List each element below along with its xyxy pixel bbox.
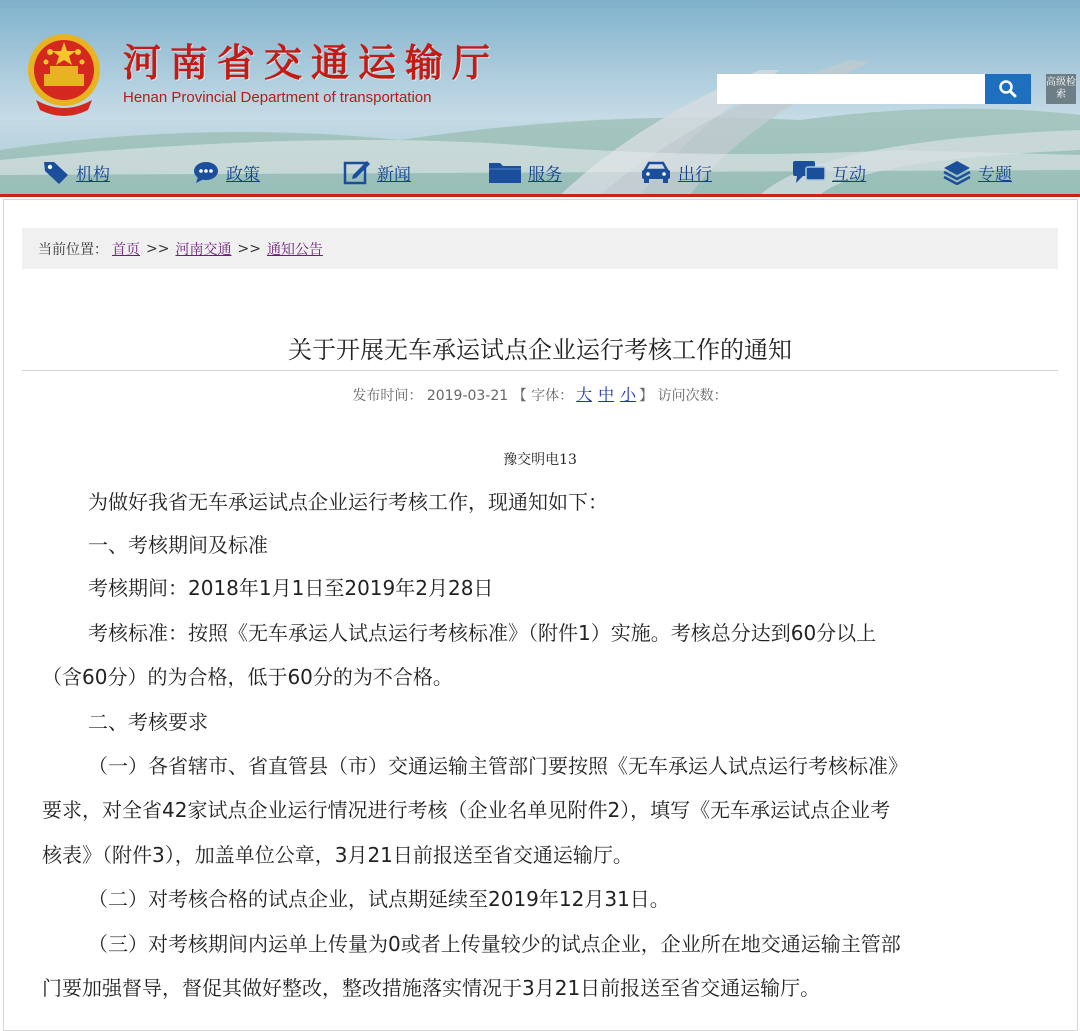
article-paragraph: （一）各省辖市、省直管县（市）交通运输主管部门要按照《无车承运人试点运行考核标准》	[88, 754, 908, 778]
nav-label: 政策	[226, 164, 260, 185]
nav-label: 新闻	[377, 164, 411, 185]
article-paragraph: 考核标准：按照《无车承运人试点运行考核标准》（附件1）实施。考核总分达到60分以上	[88, 621, 877, 645]
article-paragraph: 门要加强督导，督促其做好整改，整改措施落实情况于3月21日前报送至省交通运输厅。	[42, 976, 821, 1000]
article-title: 关于开展无车承运试点企业运行考核工作的通知	[288, 336, 792, 364]
article-paragraph: （含60分）的为合格，低于60分的为不合格。	[42, 665, 453, 689]
breadcrumb-prefix: 当前位置：	[38, 241, 108, 258]
layers-icon	[942, 159, 972, 185]
nav-label: 机构	[76, 164, 110, 185]
site-subtitle: Henan Provincial Department of transportation	[123, 89, 432, 106]
article-paragraph: （三）对考核期间内运单上传量为0或者上传量较少的试点企业，企业所在地交通运输主管部	[88, 932, 901, 956]
breadcrumb-separator: >>	[146, 240, 170, 257]
search-icon	[998, 79, 1018, 99]
chat-bubble-icon	[192, 160, 220, 184]
article-meta	[22, 382, 1058, 405]
site-header	[0, 0, 1080, 195]
nav-item-topics[interactable]	[942, 158, 1012, 186]
edit-icon	[343, 159, 371, 185]
font-size-end: 】	[639, 388, 654, 404]
nav-label: 互动	[832, 164, 866, 185]
font-size-large[interactable]: 大	[576, 385, 593, 404]
font-size-medium[interactable]: 中	[598, 385, 615, 404]
tag-icon	[42, 159, 70, 185]
font-size-label: 【 字体：	[512, 388, 574, 404]
article-paragraph: 核表》（附件3），加盖单位公章，3月21日前报送至省交通运输厅。	[42, 843, 633, 867]
main-nav	[0, 150, 1080, 195]
search-input[interactable]	[717, 74, 985, 104]
site-title: 河南省交通运输厅	[123, 40, 500, 85]
header-divider	[0, 194, 1080, 197]
breadcrumb-link-home[interactable]: 首页	[112, 241, 140, 258]
title-divider	[22, 370, 1058, 371]
article-paragraph: 要求，对全省42家试点企业运行情况进行考核（企业名单见附件2），填写《无车承运试点企业考	[42, 798, 891, 822]
publish-date-label: 发布时间：	[352, 388, 423, 404]
nav-item-news[interactable]	[343, 158, 411, 186]
search-button[interactable]	[985, 74, 1031, 104]
chat-icon	[792, 159, 826, 185]
font-size-small[interactable]: 小	[620, 385, 637, 404]
article-paragraph: 考核期间：2018年1月1日至2019年2月28日	[88, 576, 494, 600]
visit-count-label: 访问次数：	[657, 388, 728, 404]
nav-item-services[interactable]	[488, 158, 562, 186]
national-emblem	[22, 30, 106, 118]
nav-label: 服务	[528, 164, 562, 185]
article-paragraph: （二）对考核合格的试点企业，试点期延续至2019年12月31日。	[88, 887, 670, 911]
article-heading: 二、考核要求	[88, 710, 208, 734]
breadcrumb-separator: >>	[237, 240, 261, 257]
document-number: 豫交明电13	[503, 452, 577, 468]
nav-item-institutions[interactable]	[42, 158, 110, 186]
nav-item-interaction[interactable]	[792, 158, 866, 186]
breadcrumb-link-notices[interactable]: 通知公告	[266, 241, 323, 258]
breadcrumb-link-henan-transport[interactable]: 河南交通	[175, 241, 232, 258]
advanced-search-button[interactable]: 高级检索	[1046, 74, 1076, 104]
nav-label: 出行	[678, 164, 712, 185]
nav-item-policy[interactable]	[192, 158, 260, 186]
nav-label: 专题	[978, 164, 1012, 185]
folder-icon	[488, 160, 522, 184]
article-heading: 一、考核期间及标准	[88, 533, 268, 557]
publish-date: 2019-03-21	[426, 388, 509, 404]
breadcrumb	[22, 228, 1058, 269]
car-icon	[640, 160, 672, 184]
article-paragraph: 为做好我省无车承运试点企业运行考核工作，现通知如下：	[88, 490, 608, 514]
nav-item-travel[interactable]	[640, 158, 712, 186]
